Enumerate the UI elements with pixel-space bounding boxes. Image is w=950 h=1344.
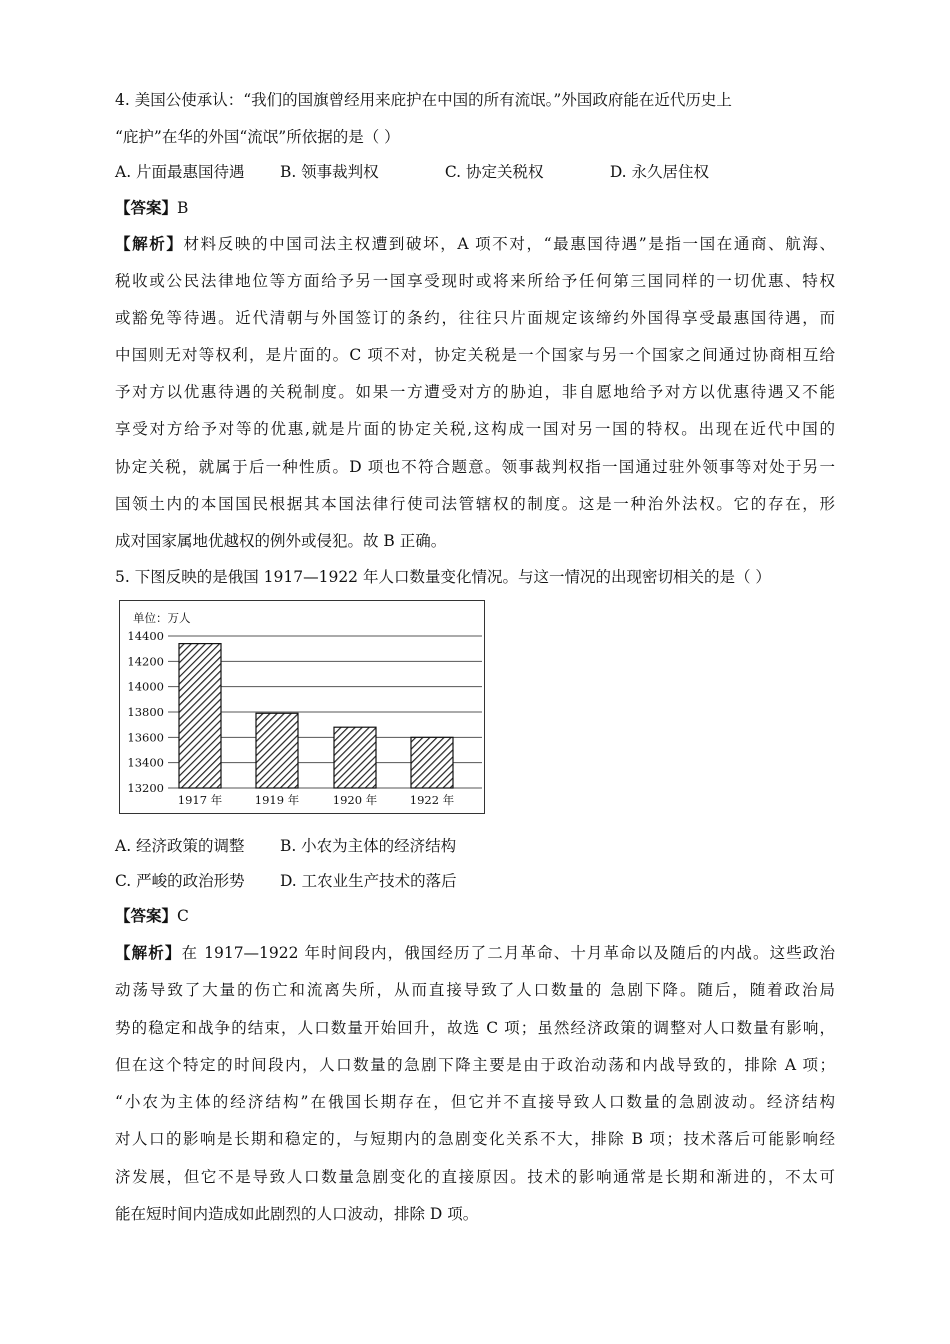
population-chart	[119, 600, 485, 814]
q4-analysis-line: 予对方以优惠待遇的关税制度。如果一方遭受对方的胁迫，非自愿地给予对方以优惠待遇又不能	[115, 383, 835, 401]
q4-options	[115, 161, 709, 183]
population-bar-chart	[120, 601, 483, 812]
q5-analysis-line: 势的稳定和战争的结束，人口数量开始回升，故选 C 项；虽然经济政策的调整对人口数量有影响，	[115, 1019, 835, 1037]
chart-bar	[256, 713, 298, 788]
q4-analysis-first: 材料反映的中国司法主权遭到破坏，A 项不对，“最惠国待遇”是指一国在通商、航海、	[183, 235, 835, 253]
q5-answer	[115, 905, 189, 927]
q5-analysis-label: 【解析】	[115, 943, 182, 962]
chart-y-tick-label: 14400	[127, 629, 164, 643]
q4-analysis-line: 协定关税，就属于后一种性质。D 项也不符合题意。领事裁判权指一国通过驻外领事等对处于另一	[115, 458, 835, 476]
q4-analysis-line: 成对国家属地优越权的例外或侵犯。故 B 正确。	[115, 532, 447, 550]
q4-option-a: A. 片面最惠国待遇	[115, 163, 245, 181]
chart-y-tick-label: 13600	[127, 730, 164, 745]
q4-answer-value: B	[177, 199, 189, 217]
q4-analysis-line: 国领土内的本国国民根据其本国法律行使司法管辖权的制度。这是一种治外法权。它的存在，形	[115, 495, 835, 513]
q4-analysis-line: 享受对方给予对等的优惠,就是片面的协定关税,这构成一国对另一国的特权。出现在近代中国的	[115, 420, 835, 438]
q4-answer-label: 【答案】	[115, 198, 178, 217]
q5-option-b: B. 小农为主体的经济结构	[279, 837, 457, 855]
chart-x-tick-label: 1922 年	[409, 793, 455, 807]
q5-analysis-line: “小农为主体的经济结构”在俄国长期存在，但它并不直接导致人口数量的急剧波动。经济结构	[115, 1093, 835, 1111]
chart-bar	[179, 644, 221, 788]
chart-y-tick-label: 13400	[127, 755, 164, 770]
chart-y-tick-label: 13800	[127, 705, 164, 719]
q5-options-row2	[115, 870, 457, 892]
q5-option-a: A. 经济政策的调整	[115, 837, 245, 855]
q5-option-d: D. 工农业生产技术的落后	[279, 872, 457, 890]
chart-x-tick-label: 1917 年	[177, 793, 223, 807]
q5-stem: 5. 下图反映的是俄国 1917—1922 年人口数量变化情况。与这一情况的出现密切相关的是（ ）	[115, 568, 771, 586]
q5-analysis-line: 动荡导致了大量的伤亡和流离失所，从而直接导致了人口数量的 急剧下降。随后，随着政治局	[115, 981, 835, 999]
q5-analysis-line: 但在这个特定的时间段内，人口数量的急剧下降主要是由于政治动荡和内战导致的，排除 A 项；	[115, 1056, 835, 1074]
chart-x-tick-label: 1919 年	[254, 793, 300, 807]
q4-option-d: D. 永久居住权	[609, 163, 710, 181]
q4-analysis-line: 税收或公民法律地位等方面给予另一国享受现时或将来所给予任何第三国同样的一切优惠、特权	[115, 272, 835, 290]
q4-analysis-label: 【解析】	[115, 234, 184, 253]
chart-y-tick-label: 14200	[127, 654, 164, 669]
chart-x-tick-label: 1920 年	[332, 793, 378, 807]
q5-analysis-line: 对人口的影响是长期和稳定的，与短期内的急剧变化关系不大，排除 B 项；技术落后可能影响经	[115, 1130, 835, 1148]
chart-bar	[334, 727, 376, 788]
q5-analysis-line: 能在短时间内造成如此剧烈的人口波动，排除 D 项。	[115, 1205, 479, 1223]
q4-option-c: C. 协定关税权	[444, 163, 544, 181]
chart-y-tick-label: 13200	[127, 781, 164, 795]
q4-option-b: B. 领事裁判权	[279, 163, 379, 181]
q5-option-c: C. 严峻的政治形势	[115, 872, 245, 890]
q4-stem-line1: 4. 美国公使承认：“我们的国旗曾经用来庇护在中国的所有流氓。”外国政府能在近代历史上	[115, 91, 732, 109]
chart-unit-label: 单位：万人	[133, 611, 191, 625]
chart-bar	[411, 737, 453, 788]
chart-y-tick-label: 14000	[127, 679, 164, 694]
q4-analysis-line: 或豁免等待遇。近代清朝与外国签订的条约，往往只片面规定该缔约外国得享受最惠国待遇，而	[115, 309, 835, 327]
q5-analysis-first: 在 1917—1922 年时间段内，俄国经历了二月革命、十月革命以及随后的内战。这些政治	[181, 944, 835, 962]
q5-answer-label: 【答案】	[115, 906, 178, 925]
q4-analysis-line: 中国则无对等权利，是片面的。C 项不对，协定关税是一个国家与另一个国家之间通过协商相互给	[115, 346, 835, 364]
q5-options-row1	[115, 835, 456, 857]
q5-analysis-line1	[115, 942, 835, 964]
q4-answer	[115, 197, 188, 219]
q4-analysis-line1	[115, 233, 835, 255]
q5-analysis-line: 济发展，但它不是导致人口数量急剧变化的直接原因。技术的影响通常是长期和渐进的，不太可	[115, 1168, 835, 1186]
q5-answer-value: C	[177, 907, 189, 925]
q4-stem-line2: “庇护”在华的外国“流氓”所依据的是（ ）	[115, 128, 400, 146]
